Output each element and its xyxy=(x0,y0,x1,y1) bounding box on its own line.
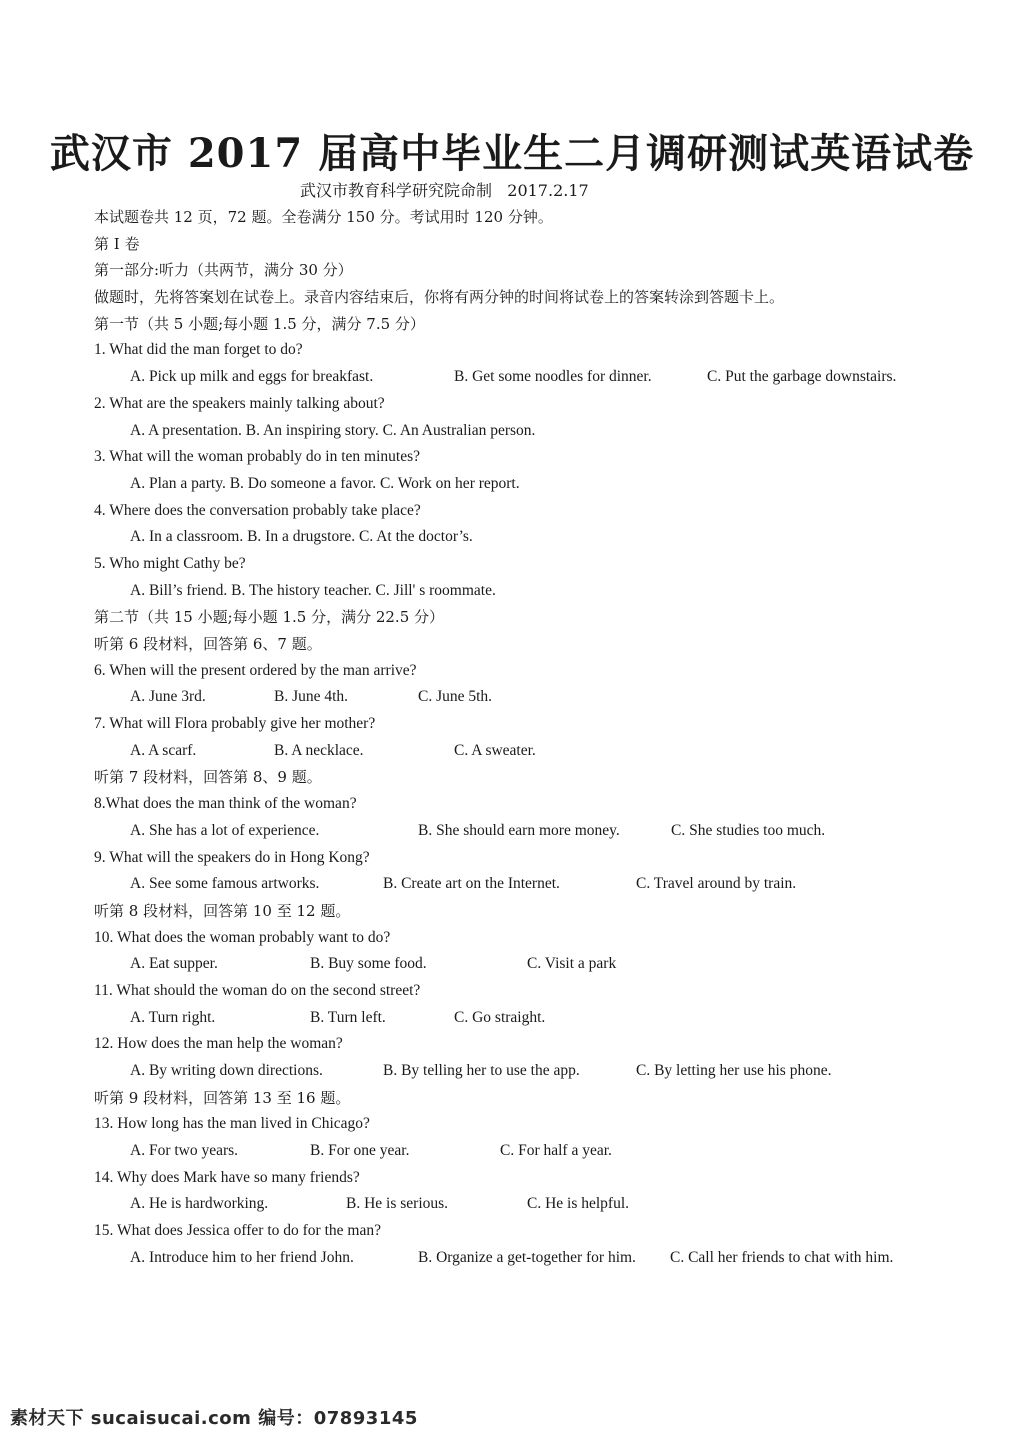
options-15 xyxy=(94,1245,994,1272)
question-7: 7. What will Flora probably give her mother? xyxy=(94,715,376,733)
options-10 xyxy=(94,951,994,978)
option-b: B. For one year. xyxy=(310,1142,410,1160)
option-c: C. For half a year. xyxy=(500,1142,612,1160)
option-b: B. Get some noodles for dinner. xyxy=(454,368,652,386)
question-9: 9. What will the speakers do in Hong Kong? xyxy=(94,848,370,866)
option-a: A. He is hardworking. xyxy=(130,1195,269,1213)
section1-heading: 第一节（共 5 小题;每小题 1.5 分，满分 7.5 分） xyxy=(94,314,425,333)
question-13: 13. How long has the man lived in Chicago? xyxy=(94,1115,370,1133)
option-a: A. June 3rd. xyxy=(130,688,206,706)
option-b: B. Create art on the Internet. xyxy=(383,875,560,893)
question-6: 6. When will the present ordered by the man arrive? xyxy=(94,661,417,679)
watermark-text: 素材天下 sucaisucai.com 编号：07893145 xyxy=(10,1408,418,1429)
exam-subtitle: 武汉市教育科学研究院命制 2017.2.17 xyxy=(300,181,589,200)
options-2: A. A presentation. B. An inspiring story. C. An Australian person. xyxy=(130,421,536,439)
options-14 xyxy=(94,1191,994,1218)
material-7-heading: 听第 7 段材料，回答第 8、9 题。 xyxy=(94,768,322,787)
options-8 xyxy=(94,818,994,845)
option-b: B. He is serious. xyxy=(346,1195,449,1213)
question-11: 11. What should the woman do on the second street? xyxy=(94,981,421,999)
question-4: 4. Where does the conversation probably take place? xyxy=(94,501,421,519)
option-c: C. Visit a park xyxy=(527,955,617,973)
material-6-heading: 听第 6 段材料，回答第 6、7 题。 xyxy=(94,635,322,653)
instructions: 做题时，先将答案划在试卷上。录音内容结束后，你将有两分钟的时间将试卷上的答案转涂到答题卡上。 xyxy=(94,288,785,307)
options-5: A. Bill’s friend. B. The history teacher. C. Jill' s roommate. xyxy=(130,581,496,599)
option-c: C. She studies too much. xyxy=(671,821,826,839)
options-13 xyxy=(94,1138,994,1165)
option-c: C. Travel around by train. xyxy=(636,875,797,893)
exam-content xyxy=(94,204,994,1272)
option-b: B. Turn left. xyxy=(310,1008,386,1026)
options-3: A. Plan a party. B. Do someone a favor. C. Work on her report. xyxy=(130,474,520,492)
options-7 xyxy=(94,738,994,765)
question-14: 14. Why does Mark have so many friends? xyxy=(94,1168,360,1186)
question-2: 2. What are the speakers mainly talking about? xyxy=(94,394,385,412)
question-10: 10. What does the woman probably want to do? xyxy=(94,928,391,946)
option-a: A. A scarf. xyxy=(130,741,197,759)
question-15: 15. What does Jessica offer to do for the man? xyxy=(94,1222,381,1240)
option-c: C. Call her friends to chat with him. xyxy=(670,1248,894,1266)
question-5: 5. Who might Cathy be? xyxy=(94,554,246,572)
option-a: A. For two years. xyxy=(130,1142,239,1160)
option-a: A. Introduce him to her friend John. xyxy=(130,1248,354,1266)
question-1: 1. What did the man forget to do? xyxy=(94,341,303,359)
options-12 xyxy=(94,1058,994,1085)
exam-title: 武汉市 2017 届高中毕业生二月调研测试英语试卷 xyxy=(49,130,975,177)
option-b: B. A necklace. xyxy=(274,741,364,759)
option-a: A. Pick up milk and eggs for breakfast. xyxy=(130,368,374,386)
option-a: A. By writing down directions. xyxy=(130,1062,323,1079)
question-8: 8.What does the man think of the woman? xyxy=(94,795,357,813)
option-c: C. By letting her use his phone. xyxy=(636,1062,832,1079)
option-b: B. Buy some food. xyxy=(310,955,427,973)
options-1 xyxy=(94,364,994,391)
option-c: C. Go straight. xyxy=(454,1008,546,1026)
option-b: B. June 4th. xyxy=(274,688,349,706)
question-12: 12. How does the man help the woman? xyxy=(94,1035,343,1053)
option-c: C. A sweater. xyxy=(454,741,536,759)
exam-info: 本试题卷共 12 页，72 题。全卷满分 150 分。考试用时 120 分钟。 xyxy=(94,208,553,226)
options-4: A. In a classroom. B. In a drugstore. C. At the doctor’s. xyxy=(130,528,473,546)
option-a: A. Eat supper. xyxy=(130,955,218,973)
options-9 xyxy=(94,871,994,898)
material-9-heading: 听第 9 段材料，回答第 13 至 16 题。 xyxy=(94,1088,351,1107)
options-6 xyxy=(94,684,994,711)
option-a: A. Turn right. xyxy=(130,1008,216,1026)
option-c: C. Put the garbage downstairs. xyxy=(707,368,897,386)
option-a: A. See some famous artworks. xyxy=(130,875,320,893)
part1-heading: 第一部分:听力（共两节，满分 30 分） xyxy=(94,261,353,280)
question-3: 3. What will the woman probably do in ten minutes? xyxy=(94,448,421,466)
option-b: B. She should earn more money. xyxy=(418,821,620,839)
options-11 xyxy=(94,1005,994,1032)
volume-heading: 第 I 卷 xyxy=(94,234,140,253)
option-a: A. She has a lot of experience. xyxy=(130,821,320,839)
option-b: B. Organize a get-together for him. xyxy=(418,1248,636,1266)
option-c: C. He is helpful. xyxy=(527,1195,630,1213)
option-b: B. By telling her to use the app. xyxy=(383,1062,580,1079)
option-c: C. June 5th. xyxy=(418,688,493,706)
section2-heading: 第二节（共 15 小题;每小题 1.5 分，满分 22.5 分） xyxy=(94,608,445,627)
material-8-heading: 听第 8 段材料，回答第 10 至 12 题。 xyxy=(94,901,351,920)
